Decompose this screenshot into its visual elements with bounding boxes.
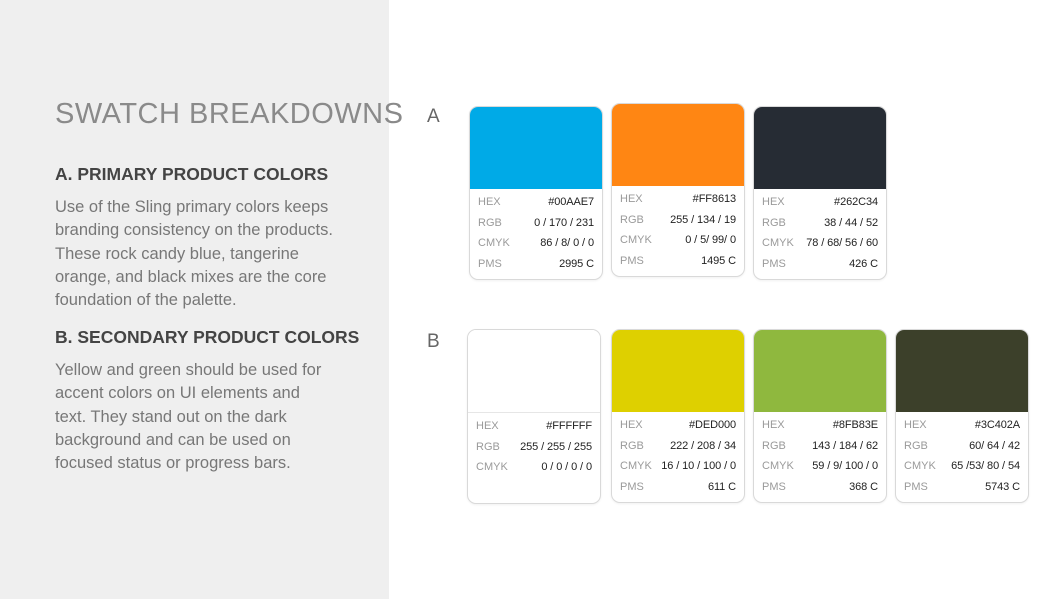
rgb-value: 60/ 64 / 42 <box>969 439 1020 452</box>
rgb-label: RGB <box>904 439 928 452</box>
cmyk-value: 65 /53/ 80 / 54 <box>951 460 1020 473</box>
color-swatch <box>468 330 600 413</box>
rgb-value: 143 / 184 / 62 <box>812 439 878 452</box>
rgb-value: 255 / 134 / 19 <box>670 213 736 226</box>
pms-value: 426 C <box>849 258 878 271</box>
pms-label: PMS <box>620 481 644 494</box>
pms-label: PMS <box>478 258 502 271</box>
section-b-description <box>55 359 375 475</box>
pms-label: PMS <box>762 258 786 271</box>
color-swatch <box>754 330 886 412</box>
rgb-label: RGB <box>762 216 786 229</box>
rgb-label: RGB <box>476 440 500 453</box>
swatch-card-black <box>753 106 887 280</box>
cmyk-value: 16 / 10 / 100 / 0 <box>661 460 736 473</box>
cmyk-value: 0 / 5/ 99/ 0 <box>685 234 736 247</box>
pms-label: PMS <box>620 255 644 268</box>
rgb-value: 38 / 44 / 52 <box>824 216 878 229</box>
color-swatch <box>470 107 602 189</box>
section-b-line: background and can be used on <box>55 430 291 449</box>
cmyk-label: CMYK <box>478 237 510 250</box>
hex-value: #262C34 <box>834 196 878 208</box>
rgb-value: 255 / 255 / 255 <box>520 440 592 453</box>
pms-value: 2995 C <box>559 258 594 271</box>
section-b-line: accent colors on UI elements and <box>55 384 300 403</box>
pms-value: 611 C <box>707 481 736 494</box>
cmyk-label: CMYK <box>762 237 794 250</box>
swatch-card-green <box>753 329 887 503</box>
swatch-card-yellow <box>611 329 745 503</box>
section-b-line: Yellow and green should be used for <box>55 361 322 379</box>
color-swatch <box>612 104 744 186</box>
section-b-line: focused status or progress bars. <box>55 454 291 473</box>
cmyk-value: 59 / 9/ 100 / 0 <box>812 460 878 473</box>
rgb-label: RGB <box>762 439 786 452</box>
section-a-line: These rock candy blue, tangerine <box>55 244 299 263</box>
row-b-label: B <box>427 331 440 352</box>
section-b-line: text. They stand out on the dark <box>55 407 287 426</box>
pms-value: 1495 C <box>701 255 736 268</box>
hex-value: #DED000 <box>689 419 736 431</box>
hex-value: #00AAE7 <box>548 196 594 208</box>
hex-value: #FFFFFF <box>546 420 592 432</box>
hex-value: #3C402A <box>974 419 1020 431</box>
section-a-description <box>55 196 375 312</box>
pms-value: 368 C <box>849 481 878 494</box>
cmyk-label: CMYK <box>762 460 794 473</box>
hex-value: #8FB83E <box>832 419 878 431</box>
swatch-card-white <box>467 329 601 504</box>
swatch-card-blue <box>469 106 603 280</box>
section-a-line: branding consistency on the products. <box>55 221 333 240</box>
section-a-line: foundation of the palette. <box>55 291 237 310</box>
hex-value: #FF8613 <box>692 193 736 205</box>
pms-label: PMS <box>762 481 786 494</box>
hex-label: HEX <box>478 196 501 208</box>
cmyk-label: CMYK <box>476 461 508 474</box>
section-a-line: orange, and black mixes are the core <box>55 267 327 286</box>
color-swatch <box>896 330 1028 412</box>
section-a-heading: A. PRIMARY PRODUCT COLORS <box>55 164 329 184</box>
hex-label: HEX <box>762 196 785 208</box>
pms-label: PMS <box>904 481 928 494</box>
description-panel <box>0 0 404 599</box>
rgb-label: RGB <box>620 439 644 452</box>
hex-label: HEX <box>476 420 499 432</box>
cmyk-value: 0 / 0 / 0 / 0 <box>541 461 592 474</box>
hex-label: HEX <box>904 419 927 431</box>
section-b-heading: B. SECONDARY PRODUCT COLORS <box>55 327 360 347</box>
rgb-label: RGB <box>478 216 502 229</box>
row-a-label: A <box>427 106 440 127</box>
hex-label: HEX <box>620 419 643 431</box>
color-swatch <box>612 330 744 412</box>
color-swatch <box>754 107 886 189</box>
cmyk-label: CMYK <box>904 460 936 473</box>
rgb-value: 222 / 208 / 34 <box>670 439 736 452</box>
swatch-card-olive <box>895 329 1029 503</box>
page-title: SWATCH BREAKDOWNS <box>55 98 404 130</box>
cmyk-value: 86 / 8/ 0 / 0 <box>540 237 594 250</box>
hex-label: HEX <box>620 193 643 205</box>
rgb-label: RGB <box>620 213 644 226</box>
section-a-line: Use of the Sling primary colors keeps <box>55 198 329 216</box>
cmyk-value: 78 / 68/ 56 / 60 <box>806 237 878 250</box>
hex-label: HEX <box>762 419 785 431</box>
cmyk-label: CMYK <box>620 460 652 473</box>
swatch-card-orange <box>611 103 745 277</box>
cmyk-label: CMYK <box>620 234 652 247</box>
pms-value: 5743 C <box>985 481 1020 494</box>
rgb-value: 0 / 170 / 231 <box>534 216 594 229</box>
